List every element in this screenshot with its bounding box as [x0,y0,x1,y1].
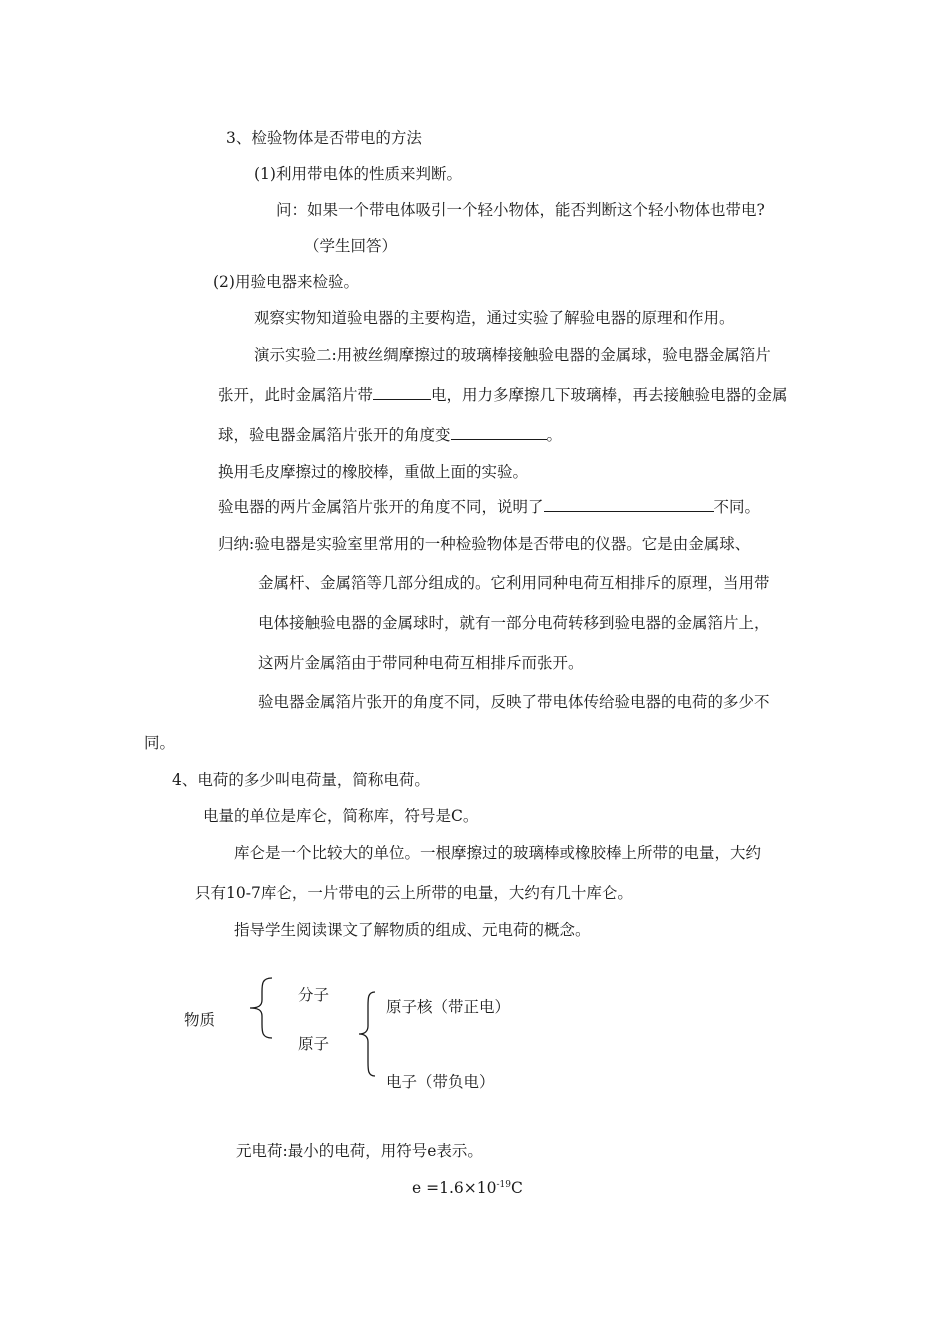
demo-line-2-end: 电，用力多摩擦几下玻璃棒，再去接触验电器的金属 [431,386,788,404]
diagram-electron: 电子（带负电） [386,1073,495,1091]
demo-line-3-end: 。 [546,426,563,444]
section-4-title: 4、电荷的多少叫电荷量，简称电荷。 [172,771,430,789]
method-2: (2)用验电器来检验。 [213,273,359,291]
demo-line-2-start: 张开，此时金属箔片带 [218,386,374,404]
fill-blank-difference[interactable] [544,497,714,512]
question-text: 问：如果一个带电体吸引一个轻小物体，能否判断这个轻小物体也带电? [276,201,765,219]
summary-line-1: 归纳:验电器是实验室里常用的一种检验物体是否带电的仪器。它是由金属球、 [218,535,751,553]
demo-experiment-line-3 [218,425,562,445]
left-brace-icon [356,990,378,1078]
elementary-charge-formula [412,1178,523,1198]
formula-base: e =1.6×10 [412,1179,497,1197]
conclusion-end: 不同。 [713,498,761,516]
fill-blank-angle-change[interactable] [451,425,547,440]
angle-reflection-line-2: 同。 [144,734,176,752]
diagram-atom: 原子 [298,1035,330,1053]
diagram-nucleus: 原子核（带正电） [386,998,511,1016]
reading-guide: 指导学生阅读课文了解物质的组成、元电荷的概念。 [234,921,591,939]
method-1: (1)利用带电体的性质来判断。 [254,165,462,183]
formula-unit: C [510,1179,523,1197]
summary-line-2: 金属杆、金属箔等几部分组成的。它利用同种电荷互相排斥的原理，当用带 [258,574,770,592]
left-brace-icon [246,976,276,1040]
demo-line-3-start: 球，验电器金属箔片张开的角度变 [218,426,451,444]
coulomb-line-1: 库仑是一个比较大的单位。一根摩擦过的玻璃棒或橡胶棒上所带的电量，大约 [234,844,762,862]
charge-unit-text: 电量的单位是库仑，简称库，符号是C。 [203,807,479,825]
diagram-matter: 物质 [184,1011,216,1029]
angle-reflection-line-1: 验电器金属箔片张开的角度不同，反映了带电体传给验电器的电荷的多少不 [258,693,770,711]
demo-experiment-line-2 [218,385,788,405]
formula-exponent: -19 [496,1180,511,1190]
section-3-title: 3、检验物体是否带电的方法 [226,129,422,147]
diagram-molecule: 分子 [298,986,330,1004]
repeat-experiment: 换用毛皮摩擦过的橡胶棒，重做上面的实验。 [218,463,529,481]
summary-line-4: 这两片金属箔由于带同种电荷互相排斥而张开。 [258,654,584,672]
summary-line-3: 电体接触验电器的金属球时，就有一部分电荷转移到验电器的金属箔片上， [258,614,770,632]
demo-experiment-line-1: 演示实验二:用被丝绸摩擦过的玻璃棒接触验电器的金属球，验电器金属箔片 [254,346,771,364]
coulomb-line-2: 只有10-7库仑，一片带电的云上所带的电量，大约有几十库仑。 [195,884,633,902]
elementary-charge-definition: 元电荷:最小的电荷，用符号e表示。 [236,1142,483,1160]
fill-blank-charge-type[interactable] [373,385,431,400]
conclusion-line [218,497,760,517]
student-answer-note: （学生回答） [304,237,398,255]
conclusion-start: 验电器的两片金属箔片张开的角度不同，说明了 [218,498,544,516]
observe-text: 观察实物知道验电器的主要构造，通过实验了解验电器的原理和作用。 [254,309,735,327]
